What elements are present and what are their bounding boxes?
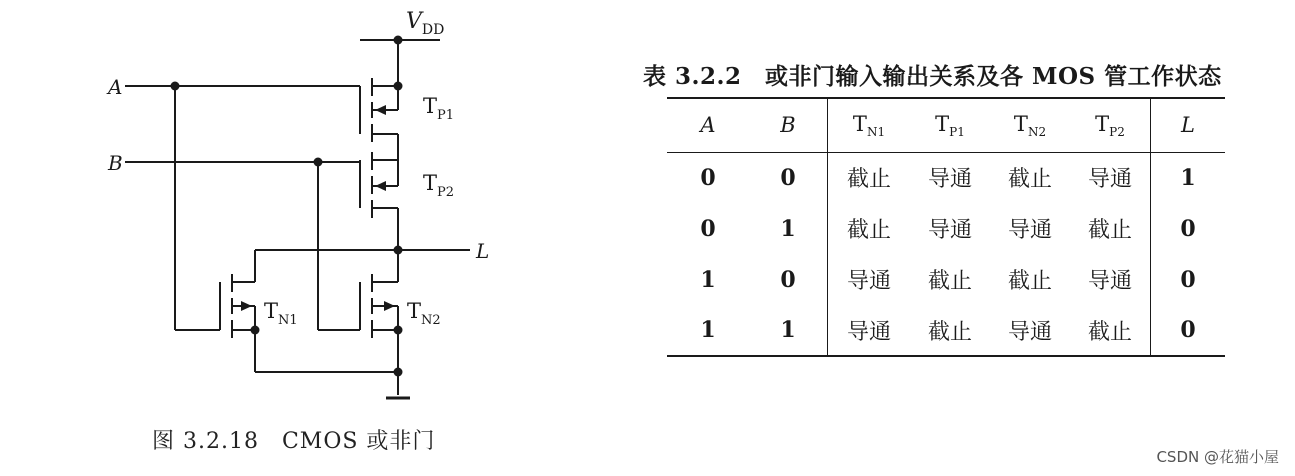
tn2-label: $T_{N2}$ — [407, 299, 441, 328]
vdd-label: $V_{DD}$ — [406, 9, 445, 38]
cell-tn1: 导通 — [846, 319, 891, 345]
cell-l: 1 — [1180, 164, 1196, 191]
cell-tp2: 导通 — [1070, 254, 1151, 305]
cell-tn2: 导通 — [1007, 218, 1052, 243]
cell-a: 1 — [700, 317, 716, 343]
cell-b: 0 — [749, 254, 828, 305]
cell-tp1: 截止 — [927, 269, 972, 294]
cell-tn1: 截止 — [846, 167, 891, 193]
header-a: A — [667, 98, 749, 152]
tp2-arrow — [375, 181, 386, 191]
cell-b: 1 — [749, 203, 828, 254]
cell-tn1: 导通 — [846, 269, 891, 294]
input-a-label: A — [108, 75, 123, 99]
header-tn2: $T_{N2}$ — [990, 98, 1070, 152]
cmos-nor-schematic — [0, 0, 640, 420]
header-tn1: $T_{N1}$ — [828, 98, 911, 152]
cell-tp1: 导通 — [927, 167, 972, 193]
table-row — [667, 305, 1225, 356]
cell-l: 0 — [1180, 266, 1196, 293]
table-title: 表 3.2.2 或非门输入输出关系及各 MOS 管工作状态 — [643, 63, 1222, 90]
cell-l: 0 — [1180, 215, 1196, 242]
tp1-label: $T_{P1}$ — [423, 94, 455, 123]
cell-tn2: 截止 — [1007, 167, 1052, 193]
cell-l: 0 — [1180, 317, 1196, 343]
input-b-label: B — [108, 151, 123, 175]
output-l-label: L — [476, 239, 490, 263]
cell-tp1: 截止 — [927, 319, 972, 345]
cell-tp1: 导通 — [927, 218, 972, 243]
tn1-label: $T_{N1}$ — [264, 299, 298, 328]
watermark: CSDN @花猫小屋 — [1156, 448, 1279, 466]
cell-tn2: 导通 — [1007, 319, 1052, 345]
header-l: L — [1151, 98, 1226, 152]
tn1-arrow — [241, 301, 252, 311]
figure-caption: 图 3.2.18 CMOS 或非门 — [152, 429, 436, 454]
cell-a: 0 — [700, 215, 716, 242]
tp2-label: $T_{P2}$ — [423, 171, 455, 200]
cell-a: 1 — [700, 266, 716, 293]
header-tp1: $T_{P1}$ — [910, 98, 990, 152]
header-tp2: $T_{P2}$ — [1070, 98, 1151, 152]
circuit-wires — [125, 40, 470, 398]
cell-tn1: 截止 — [846, 218, 891, 243]
cell-b: 1 — [749, 305, 828, 356]
cell-tp2: 导通 — [1070, 152, 1151, 203]
cell-tn2: 截止 — [1007, 269, 1052, 294]
table-row — [667, 152, 1225, 203]
tp1-arrow — [375, 105, 386, 115]
cell-a: 0 — [700, 164, 716, 191]
tn2-arrow — [384, 301, 395, 311]
header-b: B — [749, 98, 828, 152]
cell-tp2: 截止 — [1070, 305, 1151, 356]
cell-tp2: 截止 — [1070, 203, 1151, 254]
table-row — [667, 254, 1225, 305]
table-row — [667, 203, 1225, 254]
cell-b: 0 — [749, 152, 828, 203]
truth-table — [667, 97, 1225, 357]
table-header-row — [667, 98, 1225, 152]
